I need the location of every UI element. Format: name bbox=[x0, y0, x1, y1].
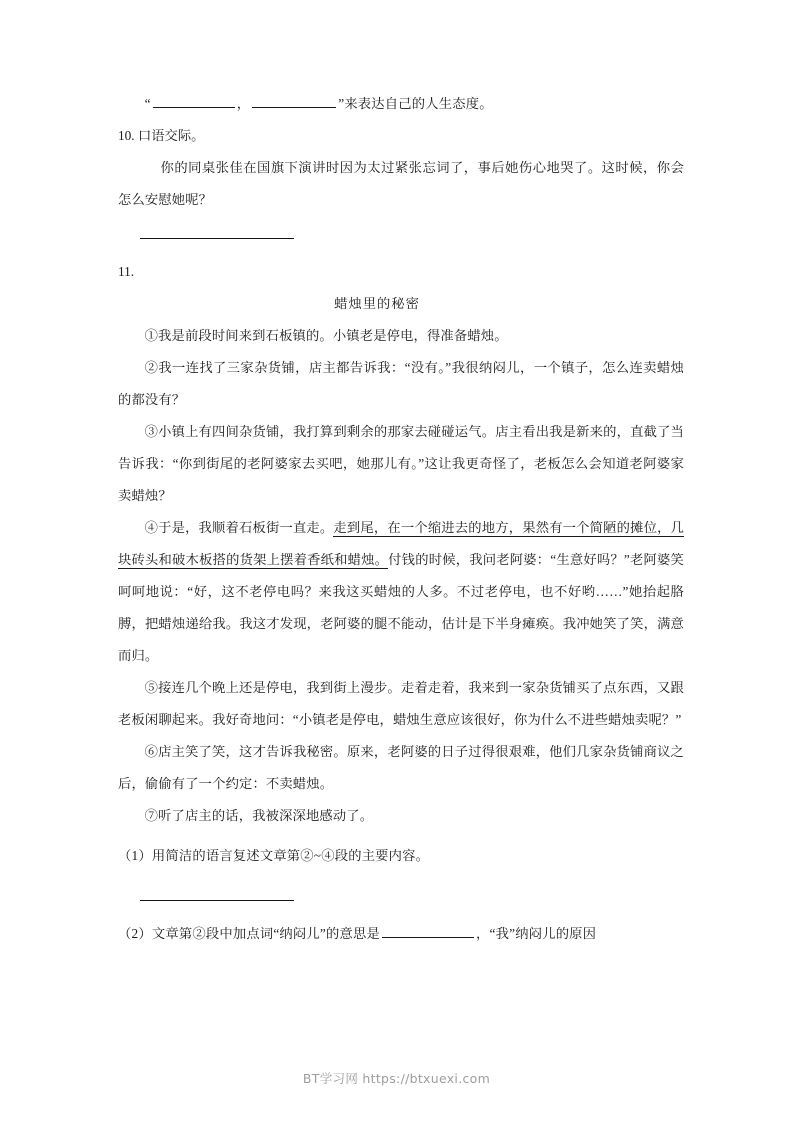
paragraph-marker-5: ⑤ bbox=[144, 680, 159, 695]
footer-watermark: BT学习网 https://btxuexi.com bbox=[302, 1071, 491, 1086]
article-paragraph-7 bbox=[118, 800, 684, 832]
paragraph-marker-6: ⑥ bbox=[144, 744, 159, 759]
paragraph-text-3: 小镇上有四间杂货铺，我打算到剩余的那家去碰碰运气。店主看出我是新来的，直截了当告诉我：“你到街尾的老阿婆家去买吧，她那儿有。”这让我更奇怪了，老板怎么会知道老阿婆家卖蜡烛？ bbox=[118, 424, 684, 503]
sub-question-2-text-before: 文章第②段中加点词“纳闷儿”的意思是 bbox=[151, 926, 380, 941]
paragraph-text-1: 我是前段时间来到石板镇的。小镇老是停电，得准备蜡烛。 bbox=[158, 328, 508, 343]
paragraph-marker-7: ⑦ bbox=[144, 808, 159, 823]
answer-blank-2[interactable] bbox=[252, 93, 336, 108]
spacer bbox=[118, 872, 684, 886]
document-content bbox=[118, 88, 684, 950]
paragraph-text-4-after: 付钱的时候，我问老阿婆：“生意好吗？”老阿婆笑呵呵地说：“好，这不老停电吗？来我这买蜡烛的人多。不过老停电，也不好哟……”她抬起胳膊，把蜡烛递给我。我这才发现，老阿婆的腿不能动，估计是下半身瘫痪。我冲她笑了笑，满意而归。 bbox=[118, 552, 685, 663]
question-10-title: 口语交际。 bbox=[137, 128, 205, 143]
question-11-heading bbox=[118, 256, 684, 288]
paragraph-marker-1: ① bbox=[144, 328, 159, 343]
question-10-number: 10. bbox=[118, 128, 135, 143]
spacer bbox=[118, 216, 684, 224]
article-paragraph-5 bbox=[118, 672, 684, 736]
question-9-tail-line bbox=[118, 88, 684, 120]
open-quote: “ bbox=[144, 96, 151, 111]
close-quote: ” bbox=[338, 96, 345, 111]
paragraph-text-4-before: 于是，我顺着石板街一直走。 bbox=[158, 520, 334, 535]
article-paragraph-4 bbox=[118, 512, 684, 672]
question-11-number: 11. bbox=[118, 264, 135, 279]
spacer bbox=[118, 832, 684, 840]
answer-rule-line[interactable] bbox=[140, 224, 294, 239]
sub-question-2-text-after: ，“我”纳闷儿的原因 bbox=[476, 926, 597, 941]
answer-blank-3[interactable] bbox=[382, 923, 474, 938]
paragraph-text-7: 听了店主的话，我被深深地感动了。 bbox=[158, 808, 374, 823]
spacer bbox=[118, 248, 684, 256]
sub-question-1-answer-area[interactable] bbox=[140, 886, 684, 910]
paragraph-text-2: 我一连找了三家杂货铺，店主都告诉我：“没有。”我很纳闷儿，一个镇子，怎么连卖蜡烛的都没有？ bbox=[118, 360, 684, 407]
question-9-tail-text: 来表达自己的人生态度。 bbox=[344, 96, 493, 111]
sub-question-2 bbox=[118, 918, 684, 950]
question-10-body: 你的同桌张佳在国旗下演讲时因为太过紧张忘词了，事后她伤心地哭了。这时候，你会怎么安慰她呢？ bbox=[118, 160, 684, 207]
paragraph-text-6: 店主笑了笑，这才告诉我秘密。原来，老阿婆的日子过得很艰难，他们几家杂货铺商议之后，偷偷有了一个约定：不卖蜡烛。 bbox=[118, 744, 684, 791]
article-paragraph-2 bbox=[118, 352, 684, 416]
article-title: 蜡烛里的秘密 bbox=[334, 296, 420, 311]
paragraph-text-5: 接连几个晚上还是停电，我到街上漫步。走着走着，我来到一家杂货铺买了点东西，又跟老板闲聊起来。我好奇地问：“小镇老是停电，蜡烛生意应该很好，你为什么不进些蜡烛卖呢？” bbox=[118, 680, 684, 727]
answer-rule-line[interactable] bbox=[140, 886, 294, 901]
paragraph-marker-4: ④ bbox=[144, 520, 159, 535]
answer-blank-1[interactable] bbox=[153, 93, 235, 108]
paragraph-marker-2: ② bbox=[144, 360, 159, 375]
question-10-heading bbox=[118, 120, 684, 152]
spacer bbox=[118, 910, 684, 918]
paragraph-marker-3: ③ bbox=[144, 424, 159, 439]
article-paragraph-1 bbox=[118, 320, 684, 352]
blank-separator-comma: ， bbox=[236, 96, 251, 111]
article-paragraph-3 bbox=[118, 416, 684, 512]
sub-question-1-text: 用简洁的语言复述文章第②~④段的主要内容。 bbox=[151, 848, 430, 863]
sub-question-1 bbox=[118, 840, 684, 872]
sub-question-2-label: （2） bbox=[118, 926, 152, 941]
paragraph-text-4-underlined: 走到尾，在一个缩进去的地方，果然有一个简陋的摊位，几块砖头和破木板搭的货架上摆着香纸和蜡烛。 bbox=[118, 520, 685, 567]
sub-question-1-label: （1） bbox=[118, 848, 152, 863]
article-paragraph-6 bbox=[118, 736, 684, 800]
question-10-answer-area[interactable] bbox=[140, 224, 684, 248]
